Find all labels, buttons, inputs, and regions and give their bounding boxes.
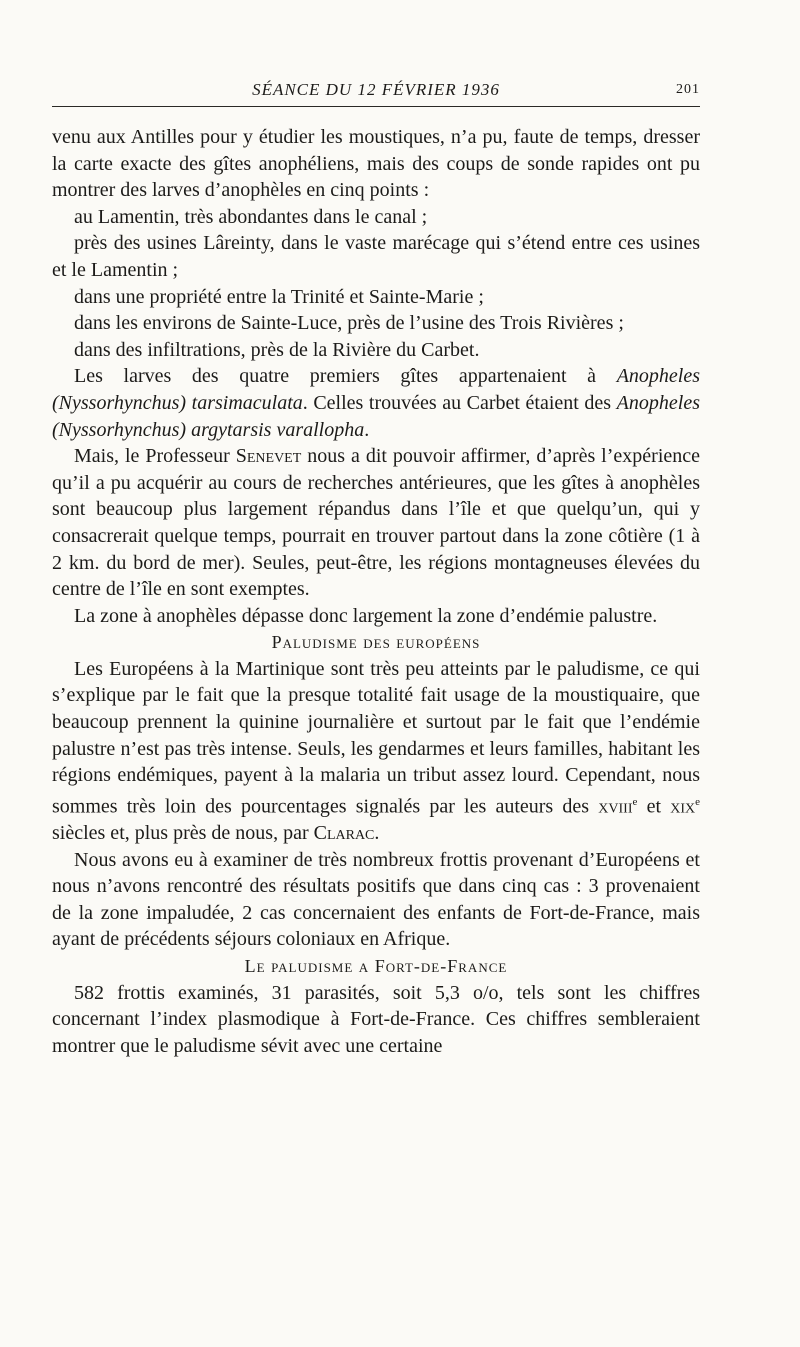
text-span: Mais, le Professeur (74, 445, 236, 468)
page-header (52, 78, 700, 107)
running-title: SÉANCE DU 12 FÉVRIER 1936 (252, 80, 500, 99)
list-item: dans une propriété entre la Trinité et Sainte-Marie ; (74, 285, 484, 308)
paragraph (52, 363, 700, 443)
page-number: 201 (676, 82, 700, 97)
text-span: . (374, 822, 380, 845)
paragraph (52, 443, 700, 603)
superscript: e (695, 795, 700, 808)
century-numeral: xviii (598, 795, 633, 818)
list-item: au Lamentin, très abondantes dans le canal ; (74, 205, 428, 228)
text-span: . (364, 418, 370, 441)
text-span: siècles et, plus près de nous, par (52, 822, 314, 845)
century-numeral: xix (670, 795, 696, 818)
species-name: Anopheles (Nyssorhynchus) tarsimaculata (52, 365, 700, 414)
superscript: e (632, 795, 638, 808)
paragraph (52, 656, 700, 847)
paragraph: 582 frottis examinés, 31 parasités, soit 5,3 o/o, tels sont les chiffres concernant l’index plasmodique à Fort-de-France. Ces chiffres sembleraient montrer que le paludisme sévit avec une certaine (52, 981, 700, 1057)
paragraph: La zone à anophèles dépasse donc largement la zone d’endémie palustre. (74, 604, 658, 627)
text-span: nous a dit pouvoir affirmer, d’après l’expérience qu’il a pu acquérir au cours de recherches antérieures, que les gîtes à anophèles sont beaucoup plus largement répandus dans l’île et que quelqu’un, qui y consacrerait quelque temps, pourrait en trouver partout dans la zone côtière (1 à 2 km. du bord de mer). Seules, peut-être, les régions montagneuses élevées du centre de l’île en sont exemptes. (52, 445, 701, 601)
text-span: et (637, 795, 671, 818)
species-name: Anopheles (Nyssorhynchus) argytarsis varallopha (52, 391, 700, 441)
section-heading: Le paludisme a Fort-de-France (244, 956, 508, 977)
author-name: Senevet (235, 445, 302, 468)
list-item: dans des infiltrations, près de la Rivière du Carbet. (74, 338, 480, 361)
paragraph: Nous avons eu à examiner de très nombreux frottis provenant d’Européens et nous n’avons rencontré des résultats positifs que dans cinq cas : 3 provenaient de la zone impaludée, 2 cas concernaient des enfants de Fort-de-France, mais ayant de précédents séjours coloniaux en Afrique. (52, 848, 700, 951)
text-span: Les larves des quatre premiers gîtes appartenaient à (74, 365, 617, 388)
section-heading: Paludisme des européens (271, 632, 481, 653)
body-text (52, 124, 700, 1059)
author-name: Clarac (313, 822, 375, 845)
list-item: près des usines Lâreinty, dans le vaste marécage qui s’étend entre ces usines et le Lamentin ; (52, 232, 700, 281)
text-span: . Celles trouvées au Carbet étaient des (302, 391, 617, 414)
paragraph: venu aux Antilles pour y étudier les moustiques, n’a pu, faute de temps, dresser la carte exacte des gîtes anophéliens, mais des coups de sonde rapides ont pu montrer des larves d’anophèles en cinq points : (52, 126, 700, 202)
text-span: Les Européens à la Martinique sont très peu atteints par le paludisme, ce qui s’explique par le fait que la presque totalité fait usage de la moustiquaire, que beaucoup prennent la quinine journalière et surtout par le fait que l’endémie palustre n’est pas très intense. Seuls, les gendarmes et leurs familles, habitant les régions endémiques, payent à la malaria un tribut assez lourd. Cependant, nous sommes très loin des pourcentages signalés par les auteurs des (52, 657, 700, 818)
list-item: dans les environs de Sainte-Luce, près de l’usine des Trois Rivières ; (74, 312, 624, 335)
